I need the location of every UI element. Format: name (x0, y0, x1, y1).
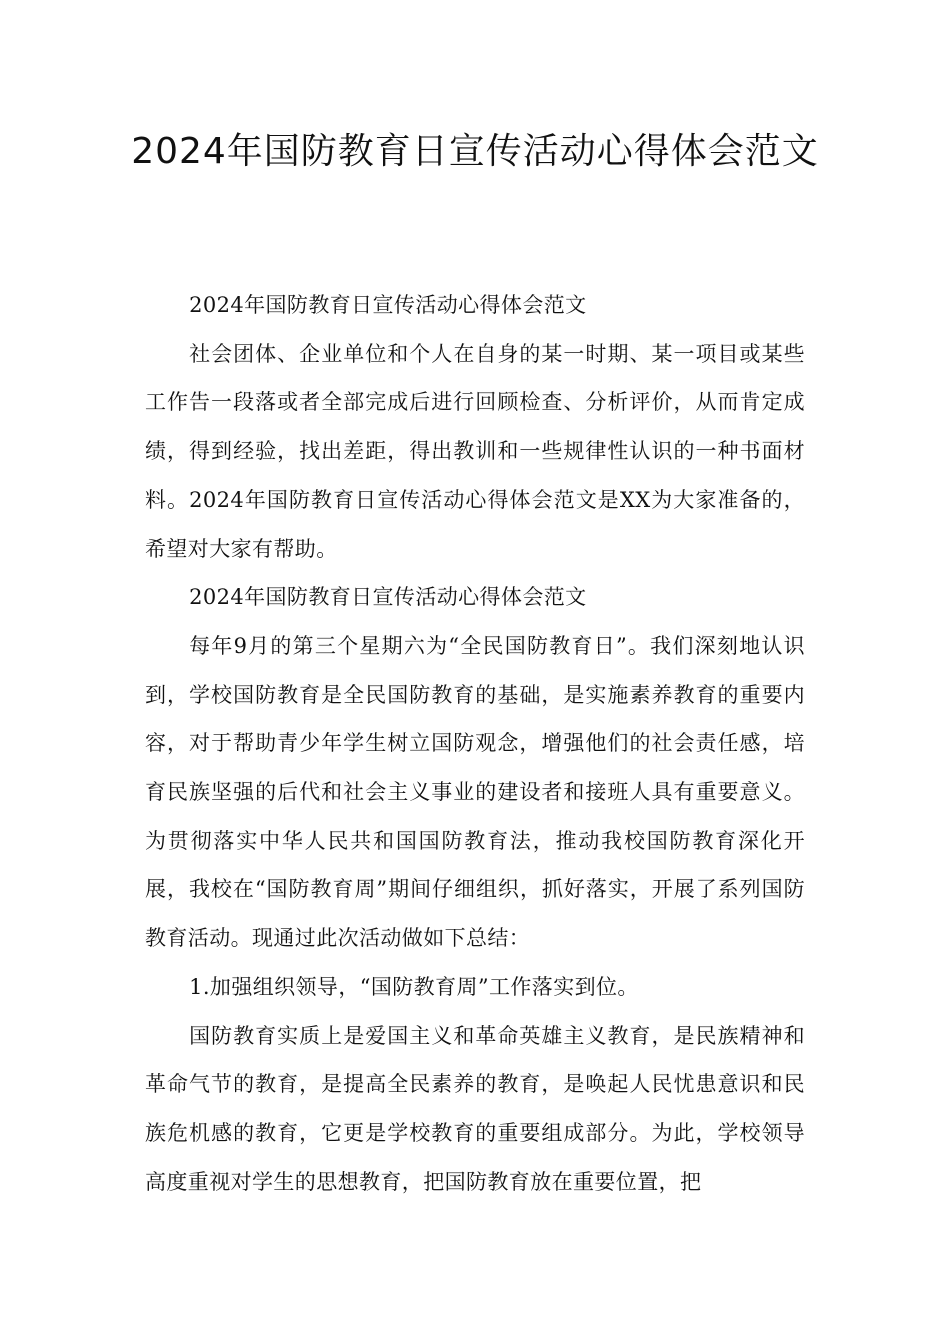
paragraph-section-heading: 1.加强组织领导，“国防教育周”工作落实到位。 (189, 974, 639, 999)
document-body (145, 281, 805, 1206)
paragraph-background: 每年9月的第三个星期六为“全民国防教育日”。我们深刻地认识到，学校国防教育是全民国防教育的基础，是实施素养教育的重要内容，对于帮助青少年学生树立国防观念，增强他们的社会责任感，培育民族坚强的后代和社会主义事业的建设者和接班人具有重要意义。为贯彻落实中华人民共和国国防教育法，推动我校国防教育深化开展，我校在“国防教育周”期间仔细组织，抓好落实，开展了系列国防教育活动。现通过此次活动做如下总结： (145, 633, 805, 951)
paragraph-subtitle: 2024年国防教育日宣传活动心得体会范文 (189, 293, 587, 317)
paragraph-subtitle-repeat: 2024年国防教育日宣传活动心得体会范文 (189, 585, 587, 610)
document-title: 2024年国防教育日宣传活动心得体会范文 (131, 131, 819, 172)
paragraph-intro: 社会团体、企业单位和个人在自身的某一时期、某一项目或某些工作告一段落或者全部完成后进行回顾检查、分析评价，从而肯定成绩，得到经验，找出差距，得出教训和一些规律性认识的一种书面材料。2024年国防教育日宣传活动心得体会范文是XX为大家准备的，希望对大家有帮助。 (145, 341, 805, 561)
paragraph-section-body: 国防教育实质上是爱国主义和革命英雄主义教育，是民族精神和革命气节的教育，是提高全民素养的教育，是唤起人民忧患意识和民族危机感的教育，它更是学校教育的重要组成部分。为此，学校领导高度重视对学生的思想教育，把国防教育放在重要位置，把 (145, 1023, 805, 1194)
